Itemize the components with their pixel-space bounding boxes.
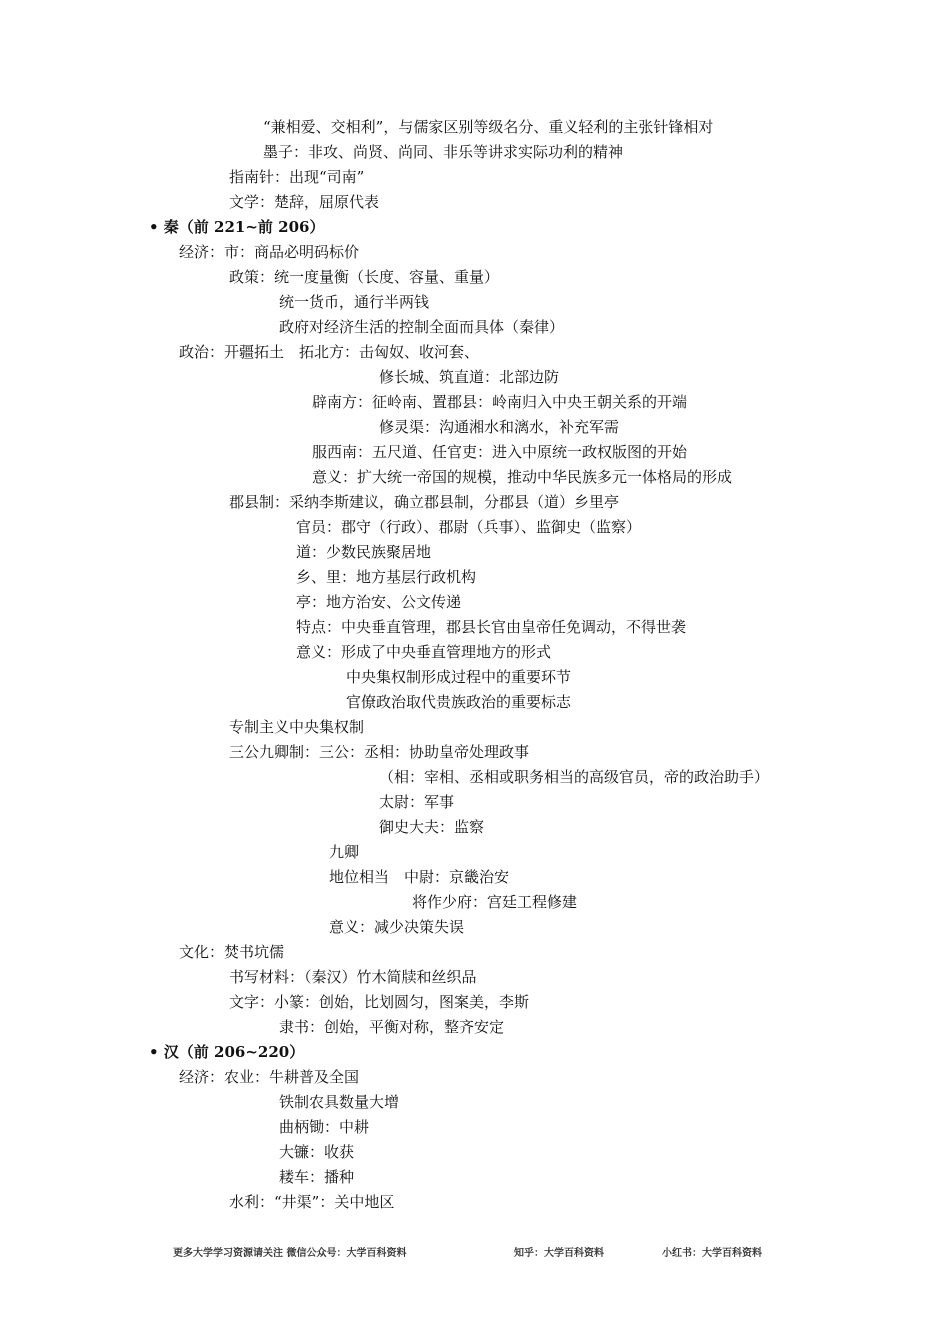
text-line: 意义：扩大统一帝国的规模，推动中华民族多元一体格局的形成	[312, 468, 733, 486]
text-line: 官僚政治取代贵族政治的重要标志	[346, 693, 572, 711]
text-line: 文化：焚书坑儒	[179, 943, 285, 961]
footer-note: 更多大学学习资源请关注 微信公众号：大学百科资料	[173, 1248, 407, 1259]
text-line: 专制主义中央集权制	[229, 718, 365, 736]
text-line: 郡县制：采纳李斯建议，确立郡县制，分郡县（道）乡里亭	[229, 493, 620, 511]
text-line: 三公九卿制：三公：丞相：协助皇帝处理政事	[229, 743, 530, 761]
footer-xiaohongshu: 小红书：大学百科资料	[662, 1248, 762, 1259]
text-line: 特点：中央垂直管理，郡县长官由皇帝任免调动，不得世袭	[296, 618, 687, 636]
text-line: 九卿	[329, 843, 360, 861]
text-line: 将作少府：宫廷工程修建	[412, 893, 578, 911]
text-line: 意义：形成了中央垂直管理地方的形式	[296, 643, 552, 661]
section-heading-han: • 汉（前 206~220）	[149, 1043, 305, 1061]
text-line: 统一货币，通行半两钱	[279, 293, 430, 311]
text-line: 服西南：五尺道、任官吏：进入中原统一政权版图的开始	[312, 443, 688, 461]
text-line: 隶书：创始，平衡对称，整齐安定	[279, 1018, 505, 1036]
text-line: 大镰：收获	[279, 1143, 355, 1161]
text-line: 墨子：非攻、尚贤、尚同、非乐等讲求实际功利的精神	[263, 143, 624, 161]
text-line: 道：少数民族聚居地	[296, 543, 432, 561]
text-line: 修长城、筑直道：北部边防	[379, 368, 560, 386]
text-line: 政府对经济生活的控制全面而具体（秦律）	[279, 318, 565, 336]
text-line: “兼相爱、交相利”，与儒家区别等级名分、重义轻利的主张针锋相对	[263, 118, 714, 136]
section-heading-qin: • 秦（前 221~前 206）	[149, 218, 325, 236]
text-line: 文字：小篆：创始，比划圆匀，图案美，李斯	[229, 993, 530, 1011]
text-line: 乡、里：地方基层行政机构	[296, 568, 477, 586]
text-line: 政治：开疆拓土 拓北方：击匈奴、收河套、	[179, 343, 480, 361]
text-line: 修灵渠：沟通湘水和漓水，补充军需	[379, 418, 620, 436]
text-line: 水利：“井渠”：关中地区	[229, 1193, 395, 1211]
text-line: 意义：减少决策失误	[329, 918, 465, 936]
text-line: 亭：地方治安、公文传递	[296, 593, 462, 611]
text-line: 辟南方：征岭南、置郡县：岭南归入中央王朝关系的开端	[312, 393, 688, 411]
text-line: 曲柄锄：中耕	[279, 1118, 370, 1136]
text-line: 地位相当 中尉：京畿治安	[329, 868, 510, 886]
text-line: 经济：市：商品必明码标价	[179, 243, 360, 261]
text-line: 中央集权制形成过程中的重要环节	[346, 668, 572, 686]
text-line: 指南针：出现“司南”	[229, 168, 365, 186]
text-line: 经济：农业：牛耕普及全国	[179, 1068, 360, 1086]
text-line: 文学：楚辞，屈原代表	[229, 193, 380, 211]
text-line: 太尉：军事	[379, 793, 455, 811]
text-line: 御史大夫：监察	[379, 818, 485, 836]
text-line: 政策：统一度量衡（长度、容量、重量）	[229, 268, 500, 286]
text-line: 书写材料：（秦汉）竹木简牍和丝织品	[229, 968, 477, 986]
footer-zhihu: 知乎：大学百科资料	[514, 1248, 604, 1259]
text-line: （相：宰相、丞相或职务相当的高级官员，帝的政治助手）	[379, 768, 770, 786]
text-line: 铁制农具数量大增	[279, 1093, 400, 1111]
text-line: 官员：郡守（行政）、郡尉（兵事）、监御史（监察）	[296, 518, 642, 536]
text-line: 耧车：播种	[279, 1168, 355, 1186]
